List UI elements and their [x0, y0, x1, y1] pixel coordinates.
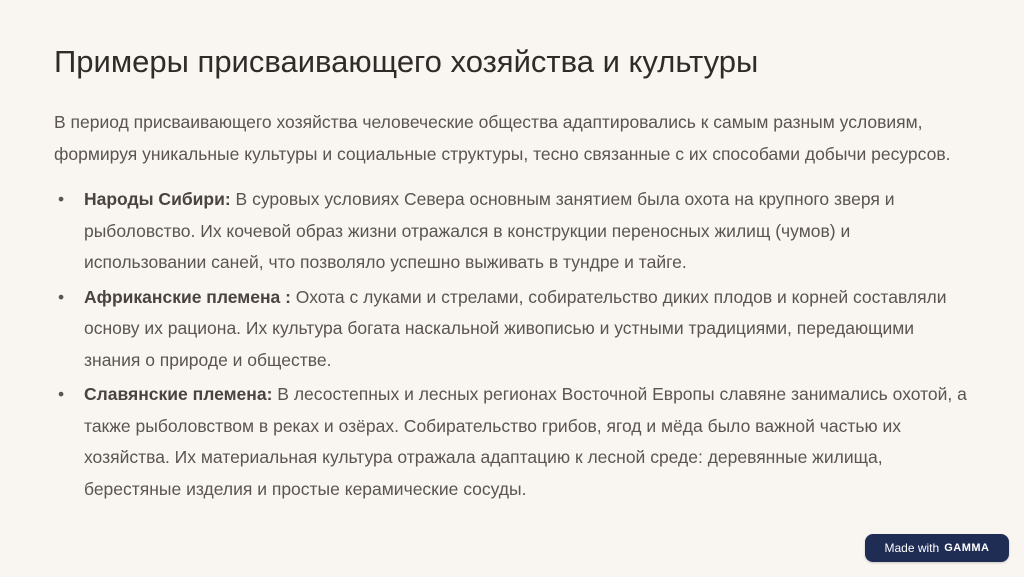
- bullet-item-siberia: [54, 184, 974, 279]
- intro-paragraph: В период присваивающего хозяйства человеческие общества адаптировались к самым разным условиям, формируя уникальные культуры и социальные структуры, тесно связанные с их способами добычи ресурсов.: [54, 112, 951, 164]
- bullet-item-slavs: [54, 379, 974, 505]
- bullet-item-africa: [54, 282, 974, 377]
- bullet-lead: Народы Сибири:: [84, 189, 231, 209]
- page-title: Примеры присваивающего хозяйства и культуры: [54, 44, 759, 79]
- bullet-text: В лесостепных и лесных регионах Восточной Европы славяне занимались охотой, а также рыболовством в реках и озёрах. Собирательство грибов, ягод и мёда было важной частью их хозяйства. Их материальная культура отражала адаптацию к лесной среде: деревянные жилища, берестяные изделия и простые керамические сосуды.: [84, 384, 967, 499]
- bullet-text: В суровых условиях Севера основным занятием была охота на крупного зверя и рыболовство. Их кочевой образ жизни отражался в конструкции переносных жилищ (чумов) и использовании саней, что позволяло успешно выживать в тундре и тайге.: [84, 189, 895, 272]
- made-with-gamma-badge[interactable]: [865, 534, 1009, 562]
- bullet-dot: •: [58, 286, 65, 307]
- slide-content: [54, 40, 974, 508]
- bullet-lead: Славянские племена:: [84, 384, 273, 404]
- gamma-logo: GAMMA: [944, 542, 990, 554]
- bullet-list: [54, 184, 974, 505]
- bullet-text: Охота с луками и стрелами, собирательство диких плодов и корней составляли основу их рациона. Их культура богата наскальной живописью и устными традициями, передающими знания о природе и обществе.: [84, 286, 947, 370]
- bullet-lead: Африканские племена :: [84, 286, 291, 307]
- bullet-dot: •: [58, 384, 65, 404]
- badge-prefix: Made with: [884, 541, 940, 555]
- bullet-dot: •: [58, 189, 65, 209]
